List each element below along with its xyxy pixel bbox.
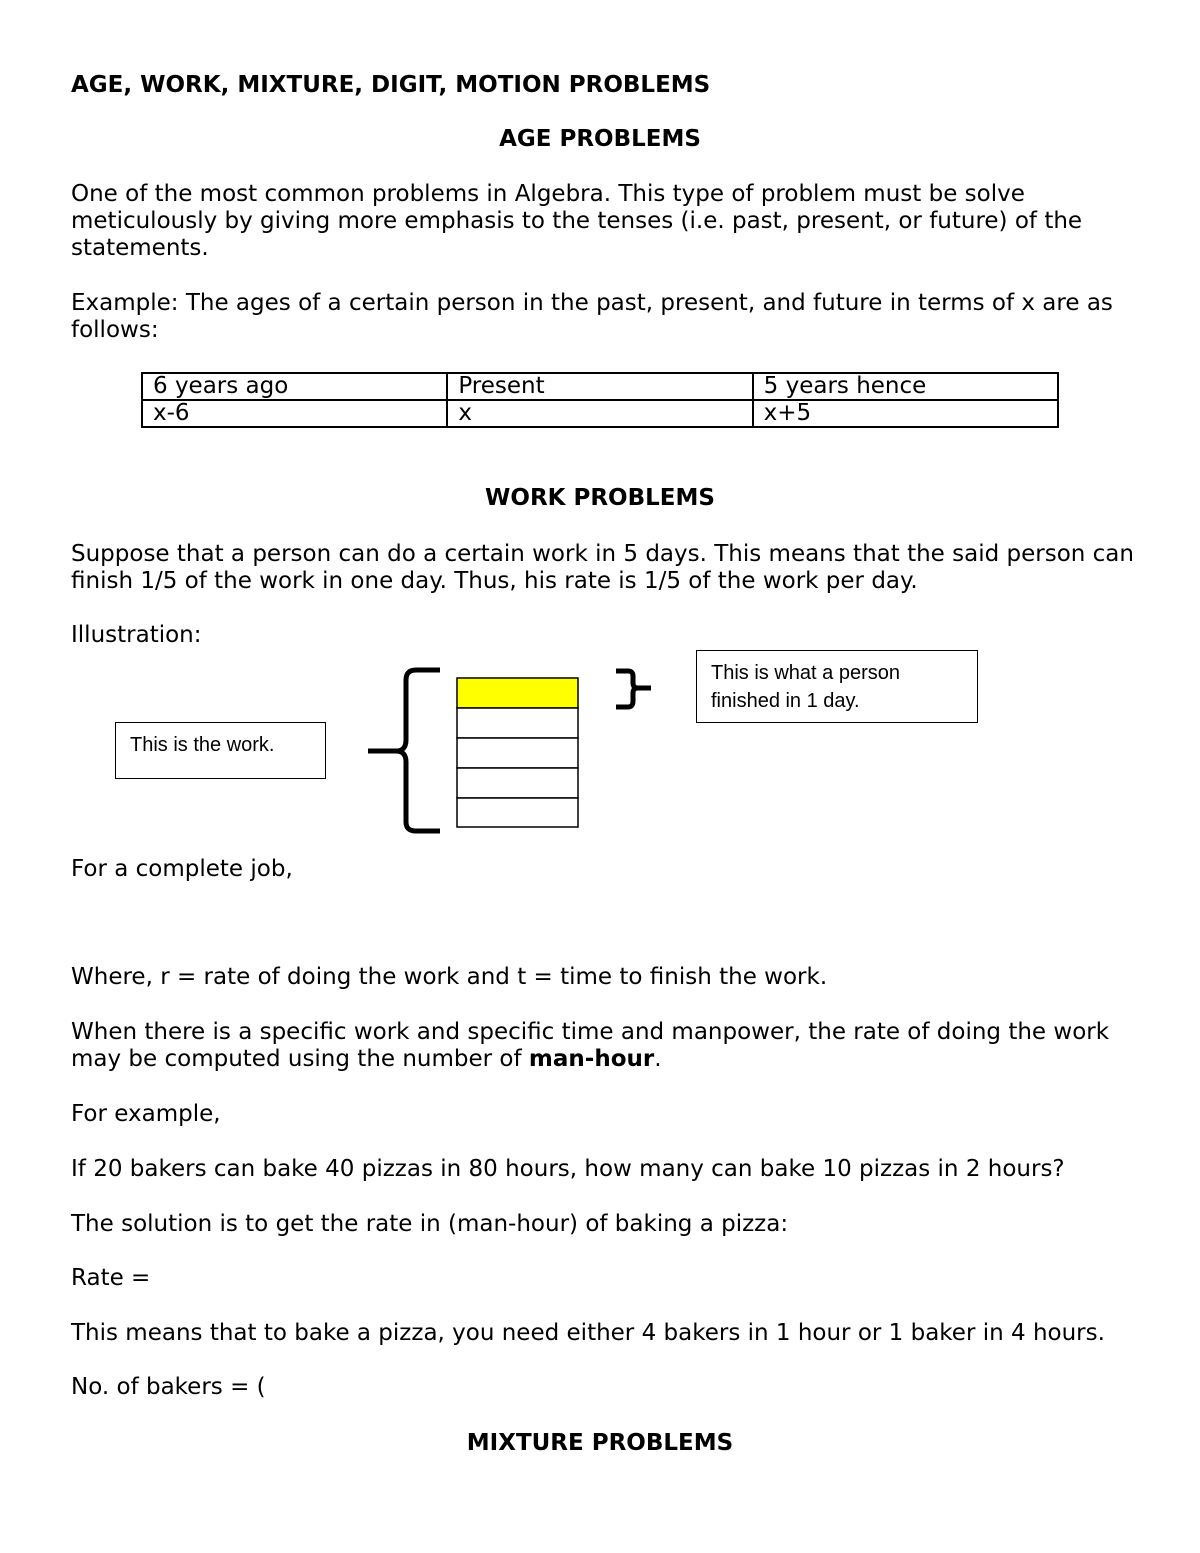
small-brace (616, 671, 638, 707)
work-cell (457, 768, 578, 798)
pizza-question: If 20 bakers can bake 40 pizzas in 80 hours, how many can bake 10 pizzas in 2 hours? (71, 1156, 1065, 1182)
age-heading: AGE PROBLEMS (499, 126, 701, 152)
for-example: For example, (71, 1101, 221, 1127)
where-line: Where, r = rate of doing the work and t = time to finish the work. (71, 964, 828, 990)
work-cell (457, 738, 578, 768)
solution-line: The solution is to get the rate in (man-hour) of baking a pizza: (71, 1211, 789, 1237)
age-example: Example: The ages of a certain person in the past, present, and future in terms of x are as follows: (71, 290, 1113, 343)
means-line: This means that to bake a pizza, you need either 4 bakers in 1 hour or 1 baker in 4 hours. (71, 1320, 1105, 1346)
table-cell: x (447, 400, 752, 427)
day-note-box (696, 650, 978, 723)
complete-job: For a complete job, (71, 856, 293, 882)
table-cell: 5 years hence (753, 373, 1058, 400)
work-cell-highlighted (457, 678, 578, 708)
age-intro: One of the most common problems in Algebra. This type of problem must be solve meticulously by giving more emphasis to the tenses (i.e. past, present, or future) of the statements. (71, 181, 1083, 261)
table-cell: x-6 (142, 400, 447, 427)
age-table (141, 372, 1059, 428)
work-cell (457, 798, 578, 827)
manhour-paragraph (71, 1019, 1151, 1073)
table-cell: Present (447, 373, 752, 400)
table-row (142, 373, 1058, 400)
day-note-text: This is what a person finished in 1 day. (711, 662, 900, 712)
manhour-post: . (654, 1046, 662, 1072)
big-brace (396, 670, 440, 831)
main-title: AGE, WORK, MIXTURE, DIGIT, MOTION PROBLEMS (71, 72, 711, 98)
work-note-box (115, 722, 326, 779)
table-cell: x+5 (753, 400, 1058, 427)
manhour-bold: man-hour (528, 1046, 655, 1072)
rate-line: Rate = (71, 1265, 151, 1291)
bakers-line: No. of bakers = ( (71, 1374, 266, 1400)
work-cell (457, 708, 578, 738)
work-heading: WORK PROBLEMS (485, 485, 715, 511)
mixture-heading: MIXTURE PROBLEMS (466, 1430, 734, 1456)
illustration-label: Illustration: (71, 622, 202, 648)
table-cell: 6 years ago (142, 373, 447, 400)
manhour-pre: When there is a specific work and specific time and manpower, the rate of doing the work may be computed using the number of (71, 1019, 1110, 1072)
work-intro: Suppose that a person can do a certain work in 5 days. This means that the said person can finish 1/5 of the work in one day. Thus, his rate is 1/5 of the work per day. (71, 541, 1134, 594)
table-row (142, 400, 1058, 427)
work-note-text: This is the work. (130, 734, 275, 756)
